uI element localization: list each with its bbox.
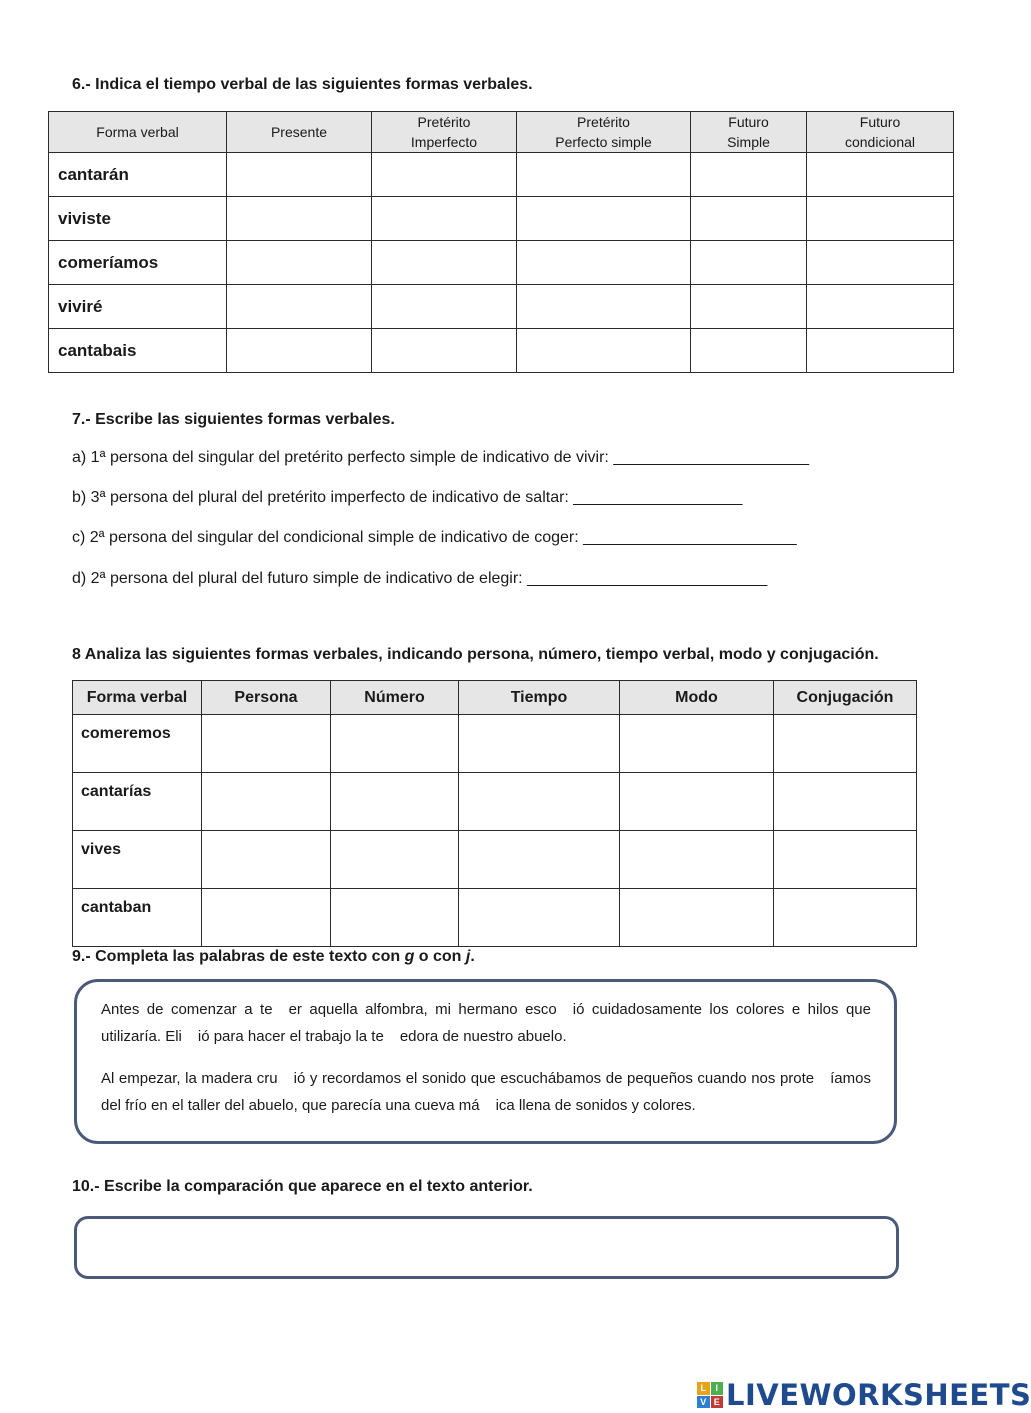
header-preterito-imperfecto: Pretérito Imperfecto (372, 112, 517, 153)
answer-cell[interactable] (620, 889, 774, 947)
liveworksheets-logo (697, 1378, 1031, 1412)
answer-cell[interactable] (459, 831, 620, 889)
verb-cell: comeremos (73, 715, 202, 773)
answer-cell[interactable] (517, 153, 691, 197)
letter-g: g (404, 948, 415, 965)
answer-cell[interactable] (691, 329, 807, 373)
logo-badge-letter: E (711, 1396, 724, 1409)
answer-cell[interactable] (517, 197, 691, 241)
verb-cell: vives (73, 831, 202, 889)
header-forma-verbal: Forma verbal (49, 112, 227, 153)
verb-cell: cantabais (49, 329, 227, 373)
answer-cell[interactable] (620, 773, 774, 831)
answer-cell[interactable] (459, 773, 620, 831)
header-numero: Número (331, 681, 459, 715)
answer-cell[interactable] (774, 715, 917, 773)
logo-badge-letter: V (697, 1396, 710, 1409)
answer-cell[interactable] (331, 831, 459, 889)
comparison-answer-box[interactable] (74, 1216, 899, 1279)
verb-tense-table (48, 111, 954, 373)
section9-heading: 9.- Completa las palabras de este texto con g o con j. (72, 948, 475, 965)
logo-badge-letter: I (711, 1382, 724, 1395)
answer-cell[interactable] (372, 329, 517, 373)
answer-cell[interactable] (807, 197, 954, 241)
table-row (73, 773, 917, 831)
section10-heading: 10.- Escribe la comparación que aparece en el texto anterior. (72, 1178, 533, 1195)
header-presente: Presente (227, 112, 372, 153)
table-header-row (73, 681, 917, 715)
answer-cell[interactable] (202, 715, 331, 773)
answer-cell[interactable] (807, 329, 954, 373)
paragraph-1: Antes de comenzar a te er aquella alfombra, mi hermano esco ió cuidadosamente los colores e hilos que utilizaría. Eli ió para hacer el trabajo la te edora de nuestro abuelo. (101, 1001, 871, 1045)
logo-text: LIVEWORKSHEETS (726, 1378, 1031, 1412)
paragraph-2: Al empezar, la madera cru ió y recordamos el sonido que escuchábamos de pequeños cuando nos prote íamos del frío en el taller del abuelo, que parecía una cueva má ica llena de sonidos y colores. (101, 1070, 871, 1114)
answer-cell[interactable] (372, 241, 517, 285)
table-row (49, 241, 954, 285)
answer-cell[interactable] (202, 831, 331, 889)
answer-cell[interactable] (517, 285, 691, 329)
answer-cell[interactable] (620, 831, 774, 889)
answer-cell[interactable] (202, 773, 331, 831)
logo-badge-icon (697, 1382, 723, 1408)
answer-cell[interactable] (807, 153, 954, 197)
answer-cell[interactable] (227, 285, 372, 329)
section7-heading: 7.- Escribe las siguientes formas verbales. (72, 411, 395, 428)
table-row (73, 831, 917, 889)
section6-heading: 6.- Indica el tiempo verbal de las siguientes formas verbales. (72, 76, 533, 93)
answer-cell[interactable] (372, 285, 517, 329)
answer-cell[interactable] (459, 889, 620, 947)
header-modo: Modo (620, 681, 774, 715)
answer-cell[interactable] (331, 889, 459, 947)
header-futuro-condicional: Futuro condicional (807, 112, 954, 153)
answer-cell[interactable] (691, 153, 807, 197)
answer-cell[interactable] (691, 241, 807, 285)
answer-cell[interactable] (517, 329, 691, 373)
verb-cell: viviré (49, 285, 227, 329)
answer-cell[interactable] (331, 773, 459, 831)
answer-cell[interactable] (774, 889, 917, 947)
answer-cell[interactable] (227, 329, 372, 373)
answer-cell[interactable] (774, 773, 917, 831)
header-persona: Persona (202, 681, 331, 715)
answer-cell[interactable] (227, 153, 372, 197)
answer-cell[interactable] (807, 241, 954, 285)
exercise-line-a[interactable]: a) 1ª persona del singular del pretérito perfecto simple de indicativo de vivir: ______________________ (72, 449, 810, 466)
verb-cell: cantarán (49, 153, 227, 197)
table-row (73, 715, 917, 773)
answer-cell[interactable] (517, 241, 691, 285)
exercise-line-c[interactable]: c) 2ª persona del singular del condicional simple de indicativo de coger: ________________________ (72, 529, 797, 546)
answer-cell[interactable] (807, 285, 954, 329)
verb-cell: cantarías (73, 773, 202, 831)
verb-cell: viviste (49, 197, 227, 241)
gj-text-box (74, 979, 897, 1144)
answer-cell[interactable] (331, 715, 459, 773)
logo-badge-letter: L (697, 1382, 710, 1395)
answer-cell[interactable] (691, 285, 807, 329)
exercise-line-d[interactable]: d) 2ª persona del plural del futuro simple de indicativo de elegir: ___________________________ (72, 570, 768, 587)
answer-cell[interactable] (774, 831, 917, 889)
answer-cell[interactable] (227, 197, 372, 241)
header-forma-verbal: Forma verbal (73, 681, 202, 715)
answer-cell[interactable] (202, 889, 331, 947)
header-preterito-perfecto-simple: Pretérito Perfecto simple (517, 112, 691, 153)
table-row (49, 153, 954, 197)
exercise-line-b[interactable]: b) 3ª persona del plural del pretérito imperfecto de indicativo de saltar: ___________________ (72, 489, 743, 506)
table-row (73, 889, 917, 947)
letter-j: j (465, 948, 471, 965)
table-header-row (49, 112, 954, 153)
section8-heading: 8 Analiza las siguientes formas verbales, indicando persona, número, tiempo verbal, modo y conjugación. (72, 646, 879, 663)
answer-cell[interactable] (691, 197, 807, 241)
answer-cell[interactable] (227, 241, 372, 285)
header-conjugacion: Conjugación (774, 681, 917, 715)
answer-cell[interactable] (459, 715, 620, 773)
header-futuro-simple: Futuro Simple (691, 112, 807, 153)
verb-analysis-table (72, 680, 917, 947)
header-tiempo: Tiempo (459, 681, 620, 715)
table-row (49, 329, 954, 373)
answer-cell[interactable] (620, 715, 774, 773)
verb-cell: cantaban (73, 889, 202, 947)
answer-cell[interactable] (372, 153, 517, 197)
verb-cell: comeríamos (49, 241, 227, 285)
table-row (49, 197, 954, 241)
answer-cell[interactable] (372, 197, 517, 241)
table-row (49, 285, 954, 329)
